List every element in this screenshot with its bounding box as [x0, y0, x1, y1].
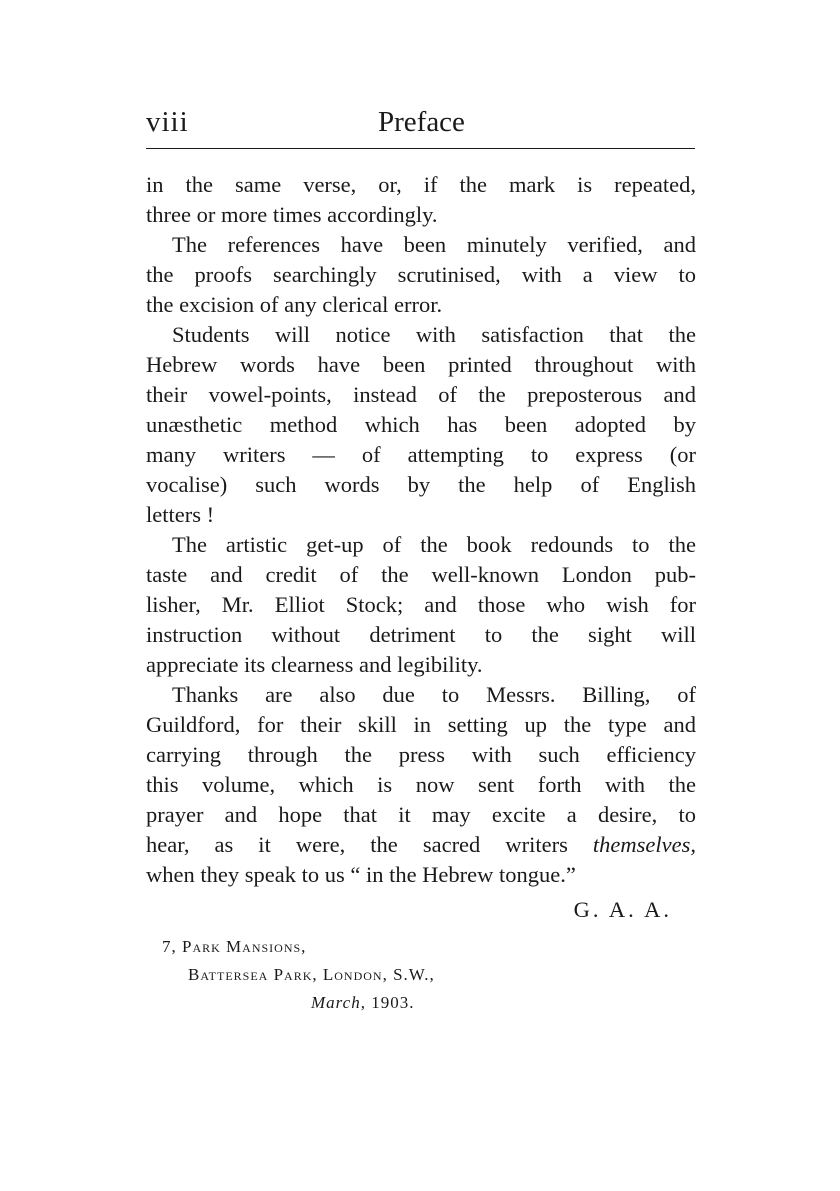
text-line: Guildford, for their skill in setting up the type and	[146, 712, 696, 737]
text-line: Students will notice with satisfaction that the	[172, 322, 696, 347]
text-line: many writers — of attempting to express (or	[146, 442, 696, 467]
text-line: when they speak to us “ in the Hebrew tongue.”	[146, 862, 576, 887]
text-line: letters !	[146, 502, 215, 527]
italic-word: themselves,	[592, 832, 696, 857]
preface-body	[146, 170, 696, 930]
text-line: prayer and hope that it may excite a desire, to	[146, 802, 696, 827]
text-line: appreciate its clearness and legibility.	[146, 652, 483, 677]
text-line: instruction without detriment to the sight will	[146, 622, 696, 647]
address-date	[162, 989, 662, 1017]
text-line: The references have been minutely verified, and	[172, 232, 696, 257]
text-line: unæsthetic method which has been adopted by	[146, 412, 696, 437]
text-line: vocalise) such words by the help of English	[146, 472, 696, 497]
signature-initials: G. A. A.	[573, 897, 672, 922]
address-month: March	[311, 993, 361, 1012]
text-line: three or more times accordingly.	[146, 202, 438, 227]
header-rule	[146, 148, 695, 149]
page-number: viii	[146, 106, 189, 138]
page-header	[146, 100, 696, 144]
text-line: Hebrew words have been printed throughout with	[146, 352, 696, 377]
address-line-1: 7, Park Mansions,	[162, 937, 307, 956]
text-line: Thanks are also due to Messrs. Billing, of	[172, 682, 696, 707]
text-line-themselves	[146, 830, 696, 860]
running-title: Preface	[378, 106, 465, 138]
text-line: lisher, Mr. Elliot Stock; and those who wish for	[146, 592, 696, 617]
text-fragment: hear, as it were, the sacred writers	[146, 832, 593, 857]
text-line: the proofs searchingly scrutinised, with a view to	[146, 262, 696, 287]
text-line: the excision of any clerical error.	[146, 292, 443, 317]
text-line: carrying through the press with such efficiency	[146, 742, 696, 767]
text-line: The artistic get-up of the book redounds to the	[172, 532, 696, 557]
address-block	[162, 933, 662, 1017]
text-line: this volume, which is now sent forth with the	[146, 772, 696, 797]
address-line-2: Battersea Park, London, S.W.,	[188, 965, 435, 984]
text-line: in the same verse, or, if the mark is repeated,	[146, 172, 696, 197]
address-year: , 1903.	[360, 993, 415, 1012]
text-line: their vowel-points, instead of the preposterous and	[146, 382, 696, 407]
text-line: taste and credit of the well-known London pub-	[146, 562, 696, 587]
